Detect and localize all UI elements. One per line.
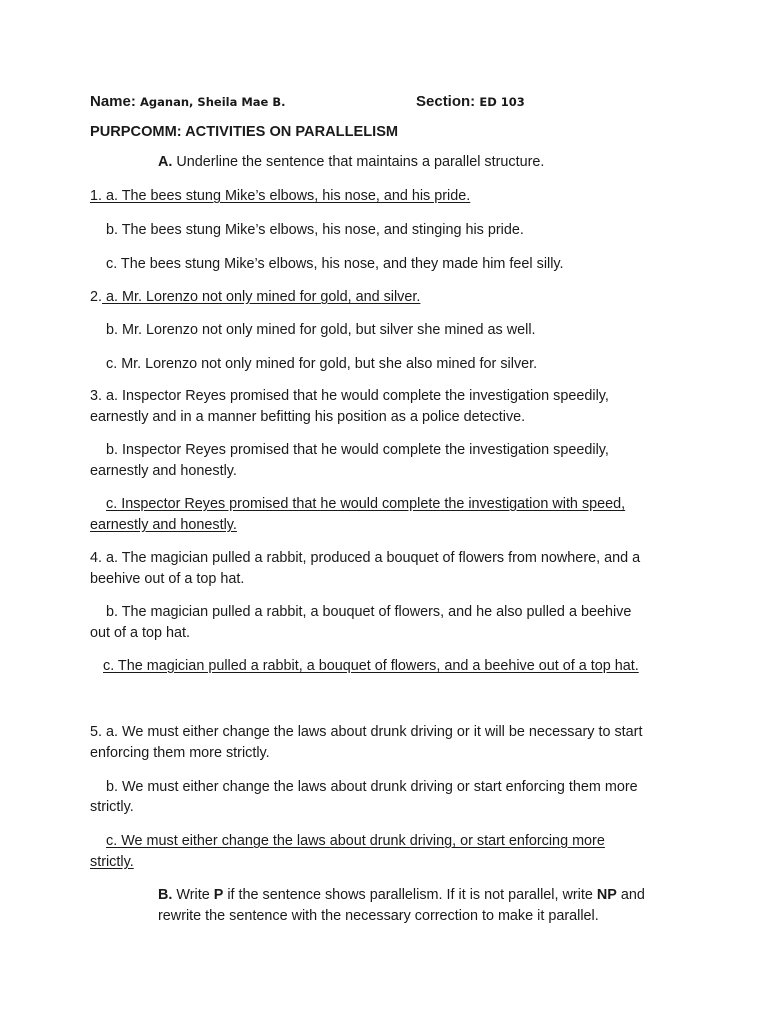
q5-option-a-line1: 5. a. We must either change the laws about drunk driving or it will be necessary to start <box>90 724 643 740</box>
q3-option-a-line2: earnestly and in a manner befitting his position as a police detective. <box>90 409 526 425</box>
q2-option-a-text: a. Mr. Lorenzo not only mined for gold, and silver. <box>102 289 421 305</box>
q3-option-c-line1 <box>90 494 625 514</box>
q1-option-a <box>90 186 470 206</box>
q4-option-a-line2: beehive out of a top hat. <box>90 571 245 587</box>
q5-option-a-line2: enforcing them more strictly. <box>90 745 270 761</box>
part-b-letter: B. <box>158 887 173 903</box>
name-value: Aganan, Sheila Mae B. <box>140 95 286 109</box>
q5-option-c-line1 <box>90 831 615 851</box>
section-field <box>416 92 525 112</box>
part-b-np-mark: NP <box>596 887 617 903</box>
q2-option-c: c. Mr. Lorenzo not only mined for gold, but she also mined for silver. <box>106 356 538 372</box>
q3-option-b-line1: b. Inspector Reyes promised that he would complete the investigation speedily, <box>106 442 609 458</box>
part-b-text1: Write <box>176 887 210 903</box>
part-a-text: Underline the sentence that maintains a parallel structure. <box>176 154 545 170</box>
q1-option-c: c. The bees stung Mike’s elbows, his nose, and they made him feel silly. <box>106 256 564 272</box>
q5-option-c-text2: strictly. <box>90 854 134 870</box>
q5-option-c-text1: c. We must either change the laws about drunk driving, or start enforcing more <box>106 833 605 849</box>
name-label: Name: <box>90 93 136 110</box>
q4-option-c-text: c. The magician pulled a rabbit, a bouquet of flowers, and a beehive out of a top hat. <box>103 658 639 674</box>
q3-option-c-line2 <box>90 515 237 535</box>
part-b-instruction-line1 <box>158 885 645 905</box>
q2-option-a <box>90 287 420 307</box>
q1-option-a-text: 1. a. The bees stung Mike’s elbows, his nose, and his pride. <box>90 188 471 204</box>
q5-option-b-line1: b. We must either change the laws about drunk driving or start enforcing them more <box>106 779 638 795</box>
part-a-instruction <box>158 152 544 172</box>
q4-option-a-line1: 4. a. The magician pulled a rabbit, produced a bouquet of flowers from nowhere, and a <box>90 550 641 566</box>
name-field <box>90 92 286 112</box>
section-value: ED 103 <box>479 95 525 109</box>
q4-option-b-line2: out of a top hat. <box>90 625 191 641</box>
q3-option-b-line2: earnestly and honestly. <box>90 463 237 479</box>
q2-number: 2. <box>90 289 103 305</box>
q4-option-c <box>90 656 639 676</box>
q3-option-c-text2: earnestly and honestly. <box>90 517 237 533</box>
q2-option-b: b. Mr. Lorenzo not only mined for gold, but silver she mined as well. <box>106 322 536 338</box>
q4-option-b-line1: b. The magician pulled a rabbit, a bouquet of flowers, and he also pulled a beehive <box>106 604 632 620</box>
part-b-p-mark: P <box>213 887 224 903</box>
q5-option-b-line2: strictly. <box>90 799 134 815</box>
q1-option-b: b. The bees stung Mike’s elbows, his nose, and stinging his pride. <box>106 222 524 238</box>
q3-option-a-line1: 3. a. Inspector Reyes promised that he would complete the investigation speedily, <box>90 388 609 404</box>
part-b-text3: and <box>620 887 645 903</box>
q5-option-c-line2 <box>90 852 134 872</box>
q3-option-c-text1: c. Inspector Reyes promised that he would complete the investigation with speed, <box>106 496 626 512</box>
section-label: Section: <box>416 93 476 110</box>
page-title: PURPCOMM: ACTIVITIES ON PARALLELISM <box>90 124 399 140</box>
part-b-instruction-line2: rewrite the sentence with the necessary correction to make it parallel. <box>158 908 599 924</box>
part-b-text2: if the sentence shows parallelism. If it is not parallel, write <box>227 887 593 903</box>
part-a-letter: A. <box>158 154 173 170</box>
